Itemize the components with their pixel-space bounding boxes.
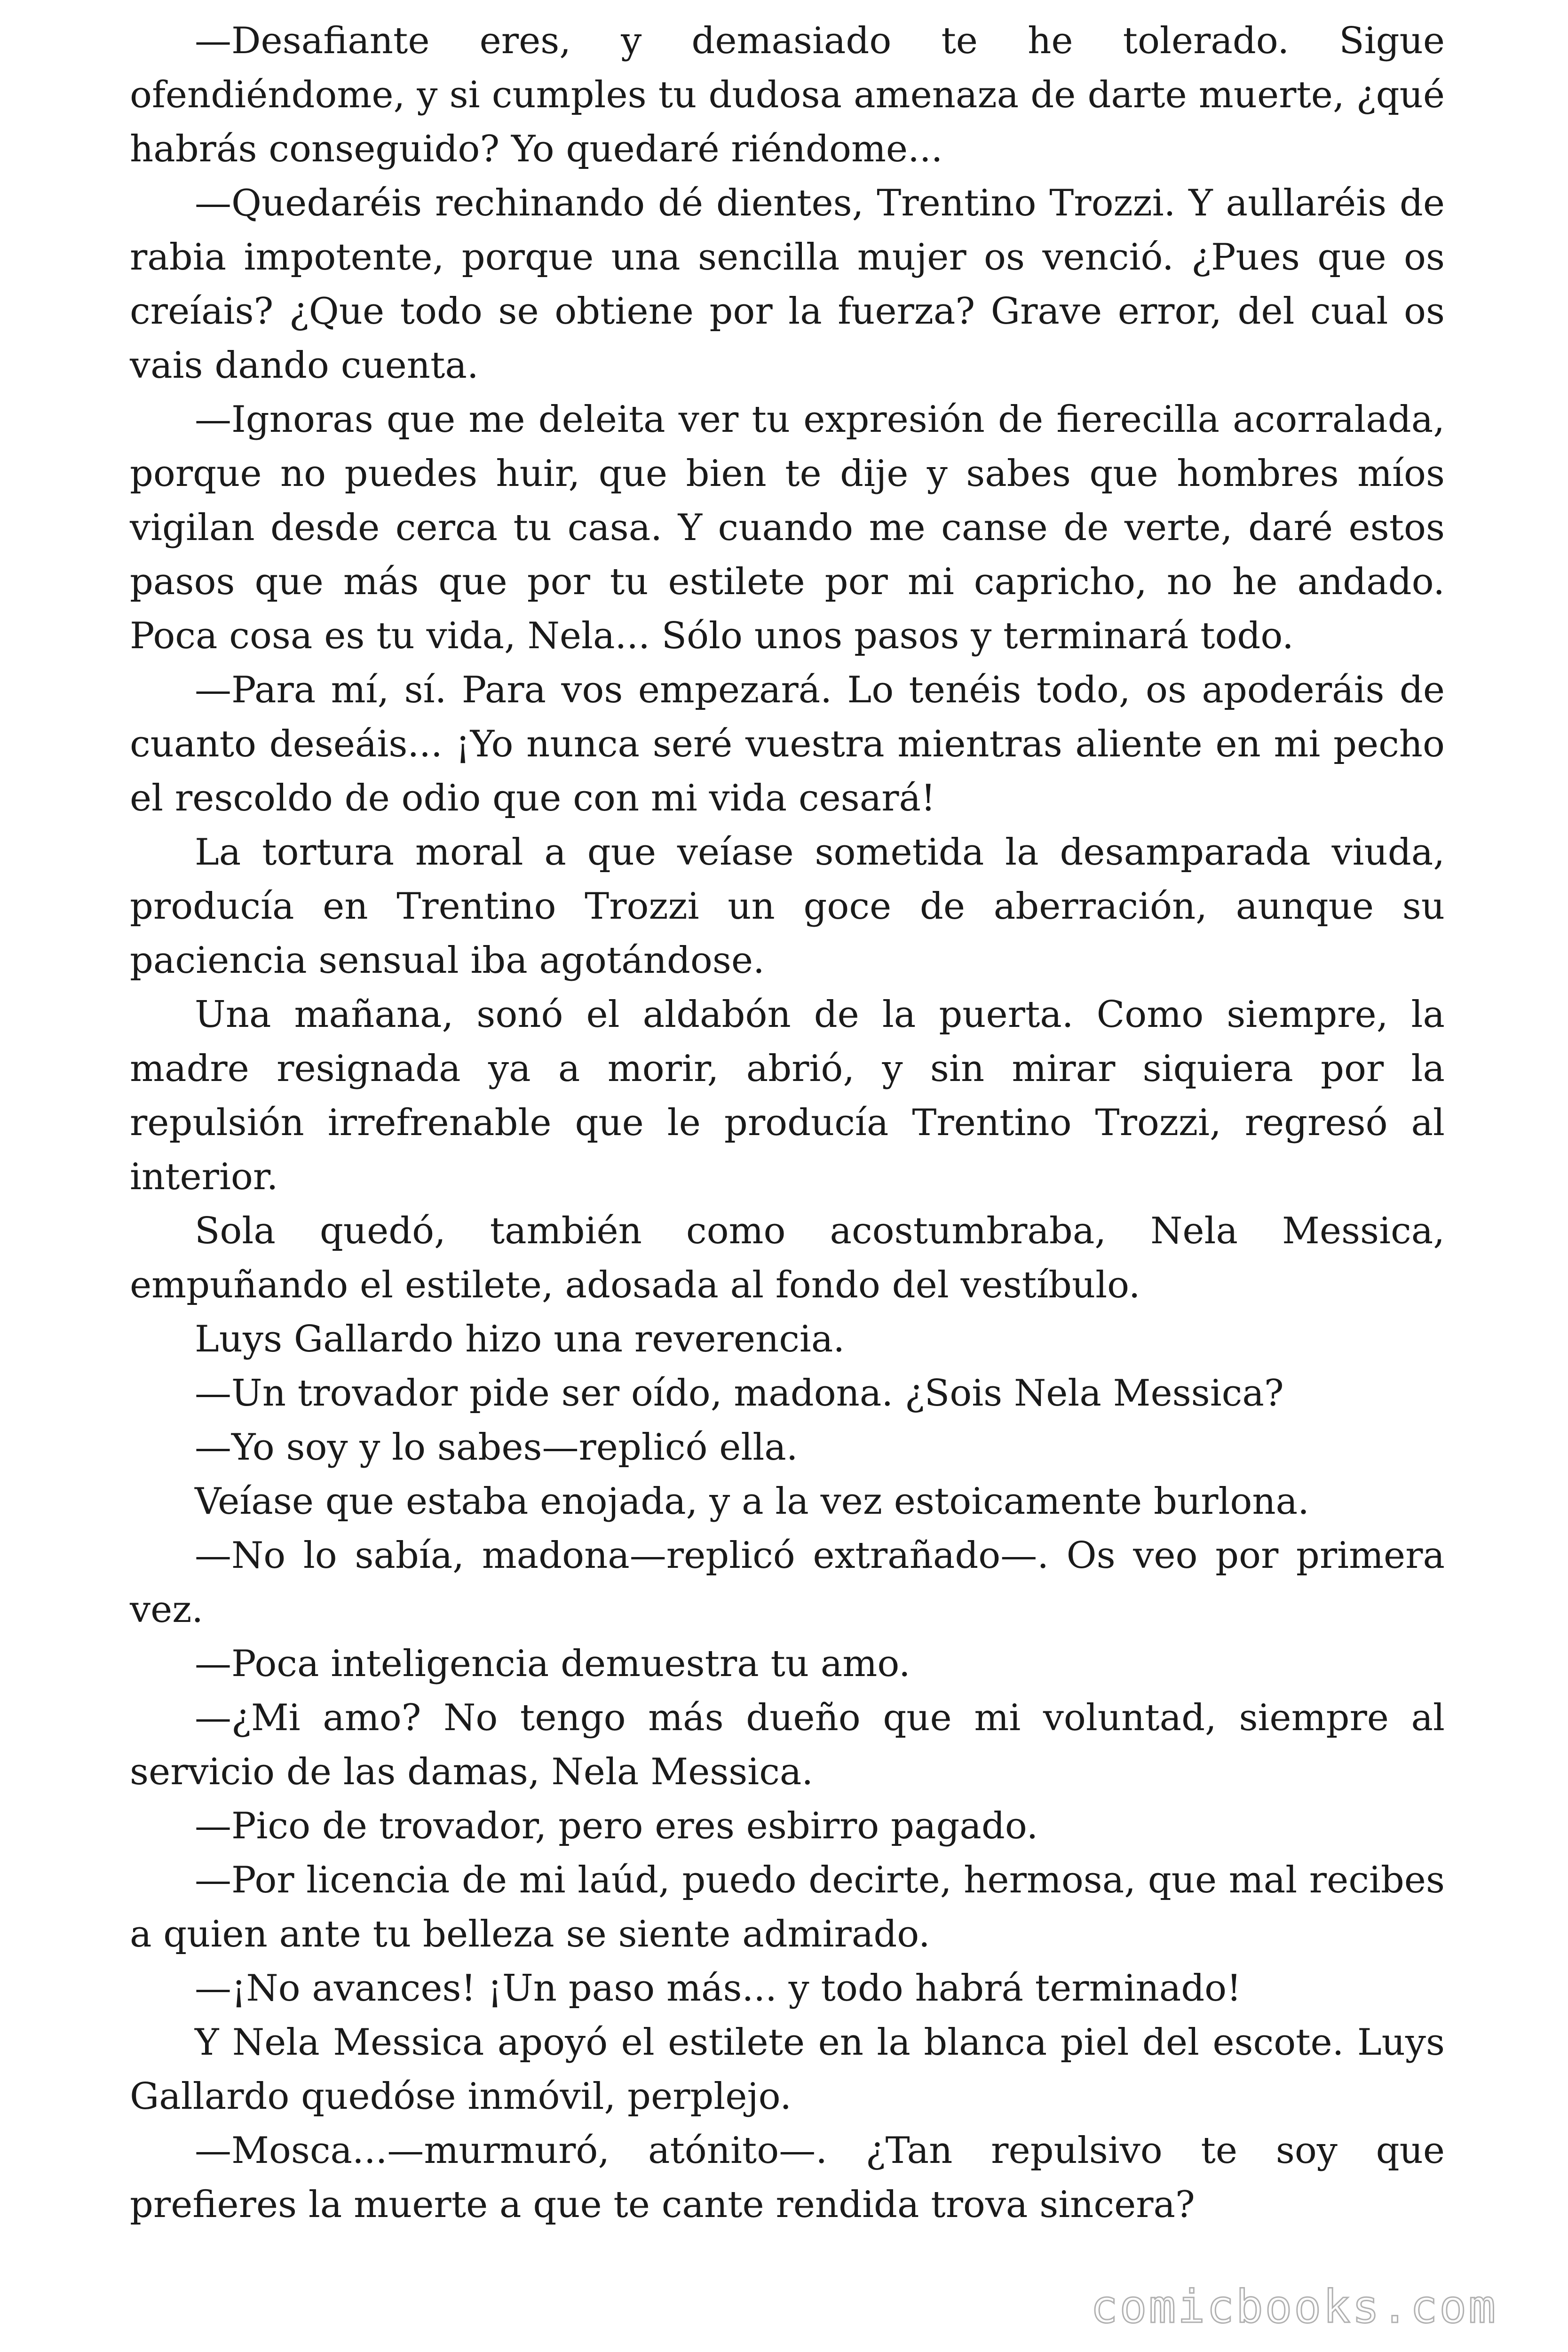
paragraph: La tortura moral a que veíase sometida la desamparada viuda, producía en Trentino Trozzi un goce de aberración, aunque su paciencia sensual iba agotándose. xyxy=(130,831,1445,982)
paragraph: —Mosca...—murmuró, atónito—. ¿Tan repulsivo te soy que prefieres la muerte a que te cante rendida trova sincera? xyxy=(130,2130,1445,2226)
paragraph: —Ignoras que me deleita ver tu expresión de fierecilla acorralada, porque no puedes huir, que bien te dije y sabes que hombres míos vigilan desde cerca tu casa. Y cuando me canse de verte, daré estos pasos que más que por tu estilete por mi capricho, no he andado. Poca cosa es tu vida, Nela... Sólo unos pasos y terminará todo. xyxy=(130,398,1445,657)
paragraph: —Un trovador pide ser oído, madona. ¿Sois Nela Messica? xyxy=(195,1372,1284,1414)
paragraph: —Yo soy y lo sabes—replicó ella. xyxy=(195,1426,798,1469)
paragraph: Una mañana, sonó el aldabón de la puerta. Como siempre, la madre resignada ya a morir, abrió, y sin mirar siquiera por la repulsión irrefrenable que le producía Trentino Trozzi, regresó al interior. xyxy=(130,993,1445,1198)
paragraph: —Quedaréis rechinando dé dientes, Trentino Trozzi. Y aullaréis de rabia impotente, porque una sencilla mujer os venció. ¿Pues que os creíais? ¿Que todo se obtiene por la fuerza? Grave error, del cual os vais dando cuenta. xyxy=(130,182,1445,387)
paragraph: Sola quedó, también como acostumbraba, Nela Messica, empuñando el estilete, adosada al fondo del vestíbulo. xyxy=(130,1210,1445,1306)
paragraph: —Pico de trovador, pero eres esbirro pagado. xyxy=(195,1805,1038,1847)
document-page xyxy=(130,14,1445,2232)
watermark: comicbooks.com xyxy=(1090,2280,1497,2333)
paragraph: Y Nela Messica apoyó el estilete en la blanca piel del escote. Luys Gallardo quedóse inmóvil, perplejo. xyxy=(130,2021,1445,2118)
paragraph: —Por licencia de mi laúd, puedo decirte, hermosa, que mal recibes a quien ante tu belleza se siente admirado. xyxy=(130,1859,1445,1955)
paragraph: —Para mí, sí. Para vos empezará. Lo tenéis todo, os apoderáis de cuanto deseáis... ¡Yo nunca seré vuestra mientras aliente en mi pecho el rescoldo de odio que con mi vida cesará! xyxy=(130,669,1445,819)
paragraph: —No lo sabía, madona—replicó extrañado—. Os veo por primera vez. xyxy=(130,1534,1445,1631)
paragraph: —Desafiante eres, y demasiado te he tolerado. Sigue ofendiéndome, y si cumples tu dudosa amenaza de darte muerte, ¿qué habrás conseguido? Yo quedaré riéndome... xyxy=(130,20,1445,170)
paragraph: —¡No avances! ¡Un paso más... y todo habrá terminado! xyxy=(195,1967,1242,2010)
paragraph: —Poca inteligencia demuestra tu amo. xyxy=(195,1643,911,1685)
paragraph: Luys Gallardo hizo una reverencia. xyxy=(195,1318,845,1360)
paragraph: Veíase que estaba enojada, y a la vez estoicamente burlona. xyxy=(195,1480,1309,1523)
paragraph: —¿Mi amo? No tengo más dueño que mi voluntad, siempre al servicio de las damas, Nela Messica. xyxy=(130,1697,1445,1793)
